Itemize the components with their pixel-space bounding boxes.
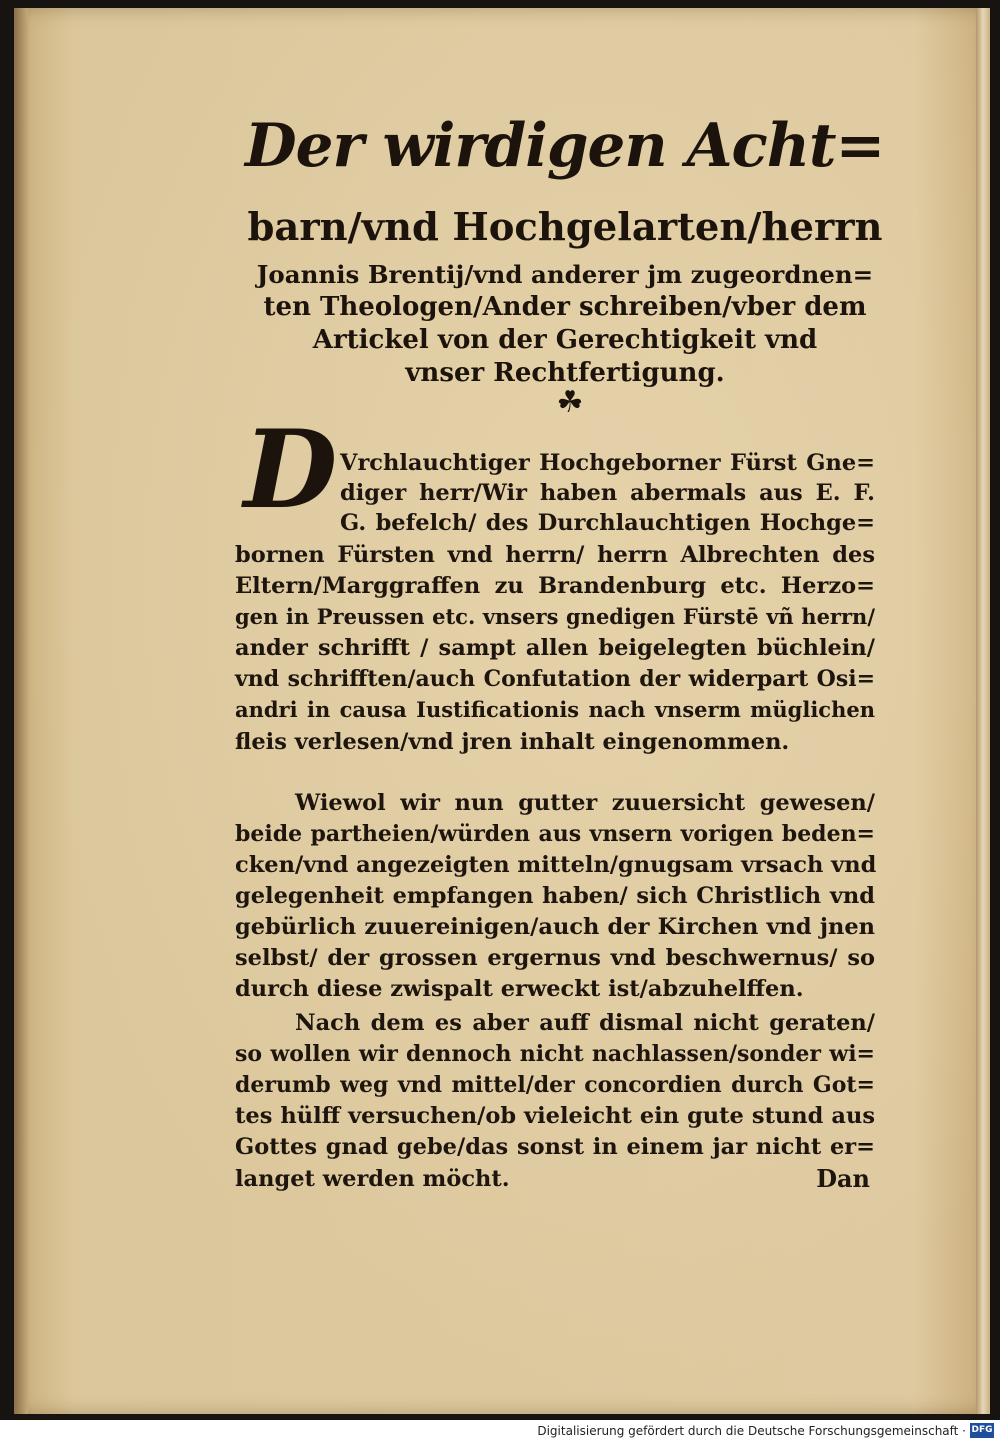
body-line: selbst/ der grossen ergernus vnd beschwernus/ so	[235, 945, 875, 971]
page-gutter	[14, 8, 28, 1414]
body-line: langet werden möcht.	[235, 1166, 510, 1192]
title-line-3: Joannis Brentij/vnd anderer jm zugeordnen=	[256, 260, 874, 289]
catchword: Dan	[816, 1164, 870, 1193]
title-line-6: vnser Rechtfertigung.	[405, 358, 725, 388]
body-line: gebürlich zuuereinigen/auch der Kirchen vnd jnen	[235, 914, 875, 940]
body-line: gelegenheit empfangen haben/ sich Christlich vnd	[235, 883, 875, 909]
body-line: durch diese zwispalt erweckt ist/abzuhelffen.	[235, 976, 804, 1002]
body-line: diger herr/Wir haben abermals aus E. F.	[340, 480, 875, 506]
body-line: G. befelch/ des Durchlauchtigen Hochge=	[340, 510, 875, 536]
body-line: cken/vnd angezeigten mitteln/gnugsam vrsach vnd	[235, 852, 877, 878]
body-line: beide partheien/würden aus vnsern vorigen beden=	[235, 821, 875, 847]
title-line-4: ten Theologen/Ander schreiben/vber dem	[263, 292, 867, 322]
funding-credit: Digitalisierung gefördert durch die Deutsche Forschungsgemeinschaft ·	[537, 1424, 966, 1438]
body-line: tes hülff versuchen/ob vieleicht ein gute stund aus	[235, 1103, 875, 1129]
body-line: Wiewol wir nun gutter zuuersicht gewesen/	[295, 790, 875, 816]
body-line: fleis verlesen/vnd jren inhalt eingenommen.	[235, 729, 790, 755]
body-line: derumb weg vnd mittel/der concordien durch Got=	[235, 1072, 875, 1098]
body-line: bornen Fürsten vnd herrn/ herrn Albrechten des	[235, 542, 875, 568]
body-line: Vrchlauchtiger Hochgeborner Fürst Gne=	[340, 450, 875, 476]
body-line: vnd schrifften/auch Confutation der widerpart Osi=	[235, 666, 875, 692]
body-line: gen in Preussen etc. vnsers gnedigen Fürstē vñ herrn/	[235, 604, 875, 629]
decorated-initial: D	[243, 407, 338, 533]
digitization-footer	[0, 1420, 1000, 1442]
title-line-2: barn/vnd Hochgelarten/herrn	[247, 205, 883, 250]
dfg-logo-icon: DFG	[970, 1423, 994, 1438]
fleuron-ornament: ☘	[556, 385, 584, 420]
title-line-5: Artickel von der Gerechtigkeit vnd	[312, 325, 818, 355]
body-line: so wollen wir dennoch nicht nachlassen/sonder wi=	[235, 1041, 875, 1067]
body-line: ander schrifft / sampt allen beigelegten büchlein/	[235, 635, 875, 661]
body-line: andri in causa Iustificationis nach vnserm müglichen	[235, 697, 875, 722]
body-line: Eltern/Marggraffen zu Brandenburg etc. Herzo=	[235, 573, 875, 599]
body-line: Nach dem es aber auff dismal nicht geraten/	[295, 1010, 875, 1036]
page-edge	[976, 8, 990, 1414]
title-line-1: Der wirdigen Acht=	[245, 111, 885, 181]
body-line: Gottes gnad gebe/das sonst in einem jar nicht er=	[235, 1134, 875, 1160]
